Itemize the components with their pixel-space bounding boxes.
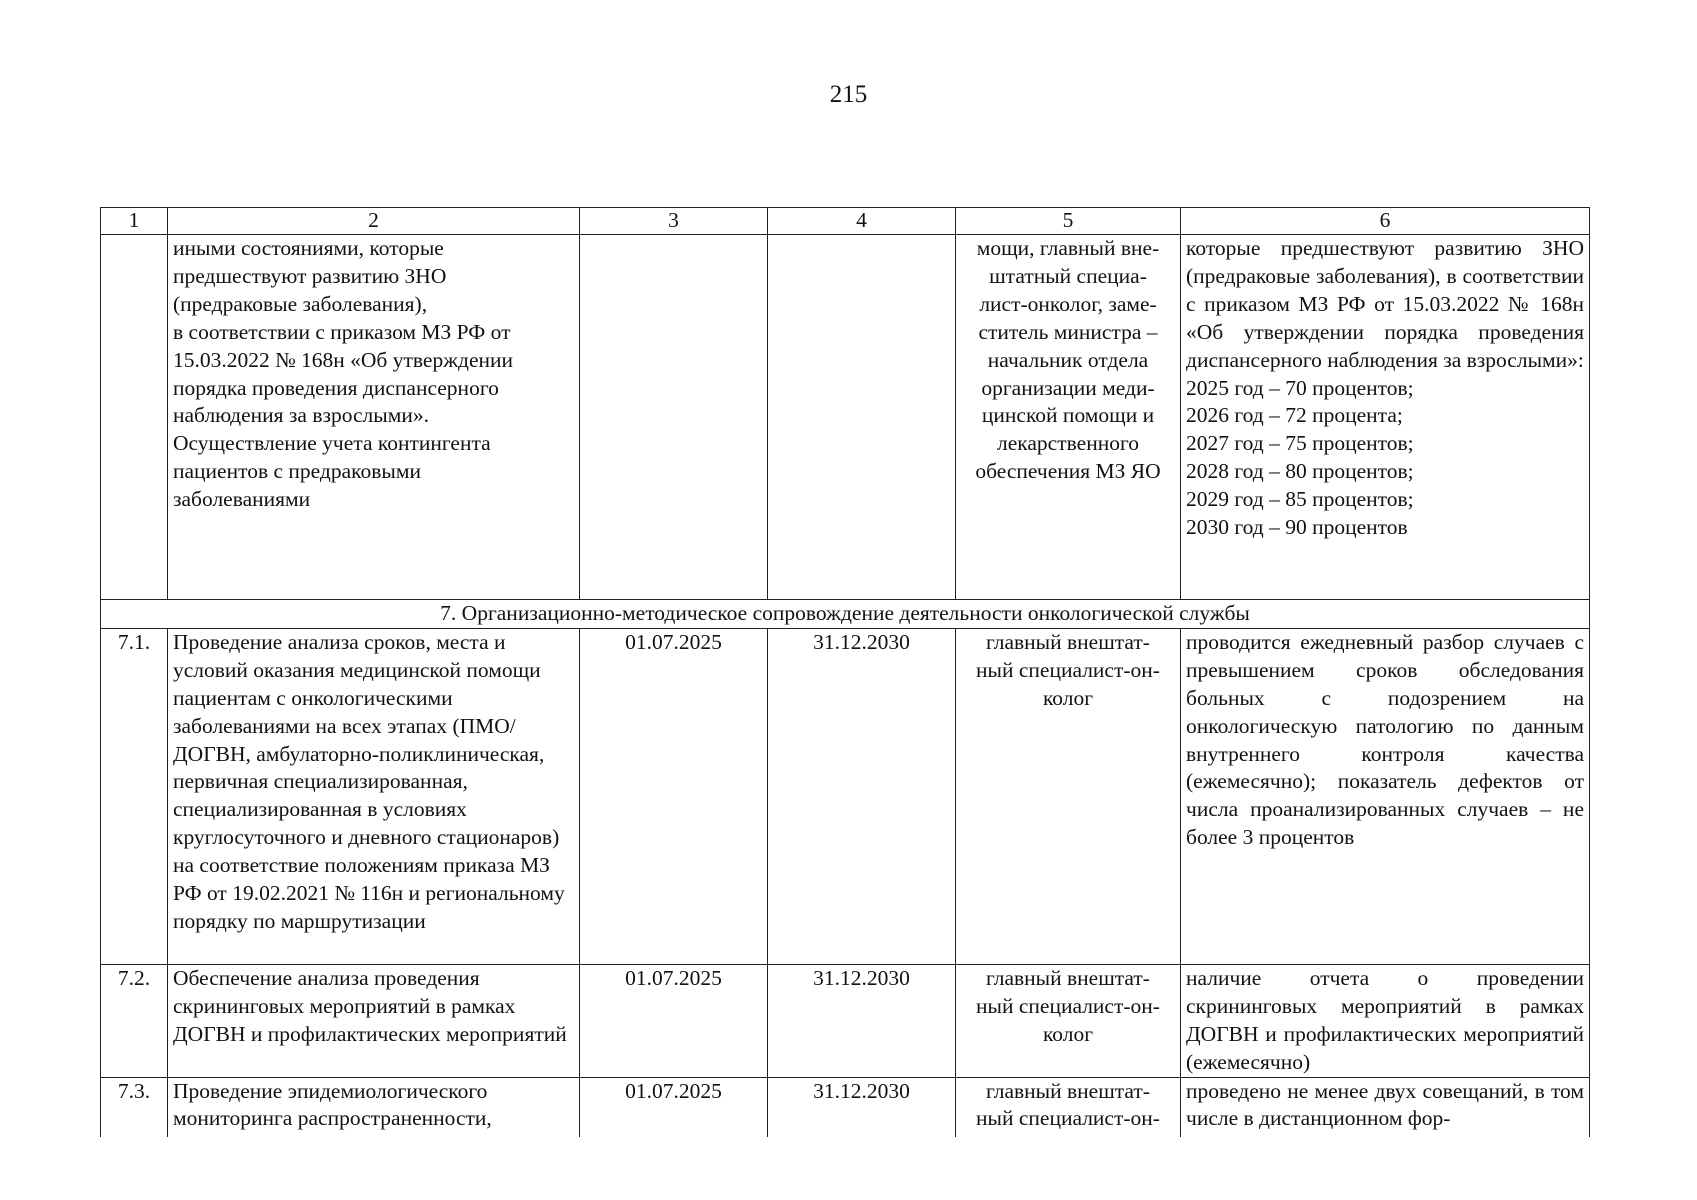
- start-date-cell: [580, 235, 768, 600]
- result-cell: проведено не менее двух совещаний, в том числе в дистанционном фор-: [1181, 1077, 1590, 1167]
- responsible-cell: главный внештат- ный специалист-он- колог: [956, 964, 1181, 1077]
- column-header: 1: [101, 208, 168, 235]
- measure-cell: иными состояниями, которые предшествуют развитию ЗНО (предраковые заболевания), в соответствии с приказом МЗ РФ от 15.03.2022 № 168н «Об утверждении порядка проведения диспансерного наблюдения за взрослыми». Осуществление учета контингента пациентов с предраковыми заболеваниями: [168, 235, 580, 600]
- measure-cell: Проведение эпидемиологического мониторинга распространенности,: [168, 1077, 580, 1167]
- row-number: 7.2.: [101, 964, 168, 1077]
- end-date-cell: 31.12.2030: [768, 1077, 956, 1167]
- start-date-cell: 01.07.2025: [580, 964, 768, 1077]
- page-number: 215: [829, 81, 868, 108]
- result-cell: проводится ежедневный разбор случаев с превышением сроков обследования больных с подозрением на онкологическую патологию по данным внутреннего контроля качества (ежемесячно); показатель дефектов от числа проанализированных случаев – не более 3 процентов: [1181, 628, 1590, 964]
- result-cell: которые предшествуют развитию ЗНО (предраковые заболевания), в соответствии с приказом МЗ РФ от 15.03.2022 № 168н «Об утверждении порядка проведения диспансерного наблюдения за взрослыми»: 2025 год – 70 процентов; 2026 год – 72 процента; 2027 год – 75 процентов; 2028 год – 80 процентов; 2029 год – 85 процентов; 2030 год – 90 процентов: [1181, 235, 1590, 600]
- table-row: [101, 964, 1590, 1077]
- row-number: 7.3.: [101, 1077, 168, 1167]
- section-row: [101, 600, 1590, 629]
- table-header-row: [101, 208, 1590, 235]
- end-date-cell: 31.12.2030: [768, 964, 956, 1077]
- column-header: 4: [768, 208, 956, 235]
- row-number: [101, 235, 168, 600]
- end-date-cell: [768, 235, 956, 600]
- measure-cell: Проведение анализа сроков, места и условий оказания медицинской помощи пациентам с онкологическими заболеваниями на всех этапах (ПМО/ДОГВН, амбулаторно-поликлиническая, первичная специализированная, специализированная в условиях круглосуточного и дневного стационаров) на соответствие положениям приказа МЗ РФ от 19.02.2021 № 116н и региональному порядку по маршрутизации: [168, 628, 580, 964]
- measure-cell: Обеспечение анализа проведения скрининговых мероприятий в рамках ДОГВН и профилактических мероприятий: [168, 964, 580, 1077]
- start-date-cell: 01.07.2025: [580, 1077, 768, 1167]
- section-title: 7. Организационно-методическое сопровождение деятельности онкологической службы: [101, 600, 1590, 629]
- table-row: [101, 235, 1590, 600]
- start-date-cell: 01.07.2025: [580, 628, 768, 964]
- page-bottom-margin: [0, 1137, 1697, 1200]
- column-header: 2: [168, 208, 580, 235]
- row-number: 7.1.: [101, 628, 168, 964]
- responsible-cell: мощи, главный вне- штатный специа- лист-онколог, заме- ститель министра – начальник отдела организации меди- цинской помощи и лекарственного обеспечения МЗ ЯО: [956, 235, 1181, 600]
- measures-table: [100, 207, 1590, 1168]
- column-header: 3: [580, 208, 768, 235]
- result-cell: наличие отчета о проведении скрининговых мероприятий в рамках ДОГВН и профилактических мероприятий (ежемесячно): [1181, 964, 1590, 1077]
- responsible-cell: главный внештат- ный специалист-он-: [956, 1077, 1181, 1167]
- responsible-cell: главный внештат- ный специалист-он- колог: [956, 628, 1181, 964]
- column-header: 6: [1181, 208, 1590, 235]
- end-date-cell: 31.12.2030: [768, 628, 956, 964]
- table-row: [101, 628, 1590, 964]
- column-header: 5: [956, 208, 1181, 235]
